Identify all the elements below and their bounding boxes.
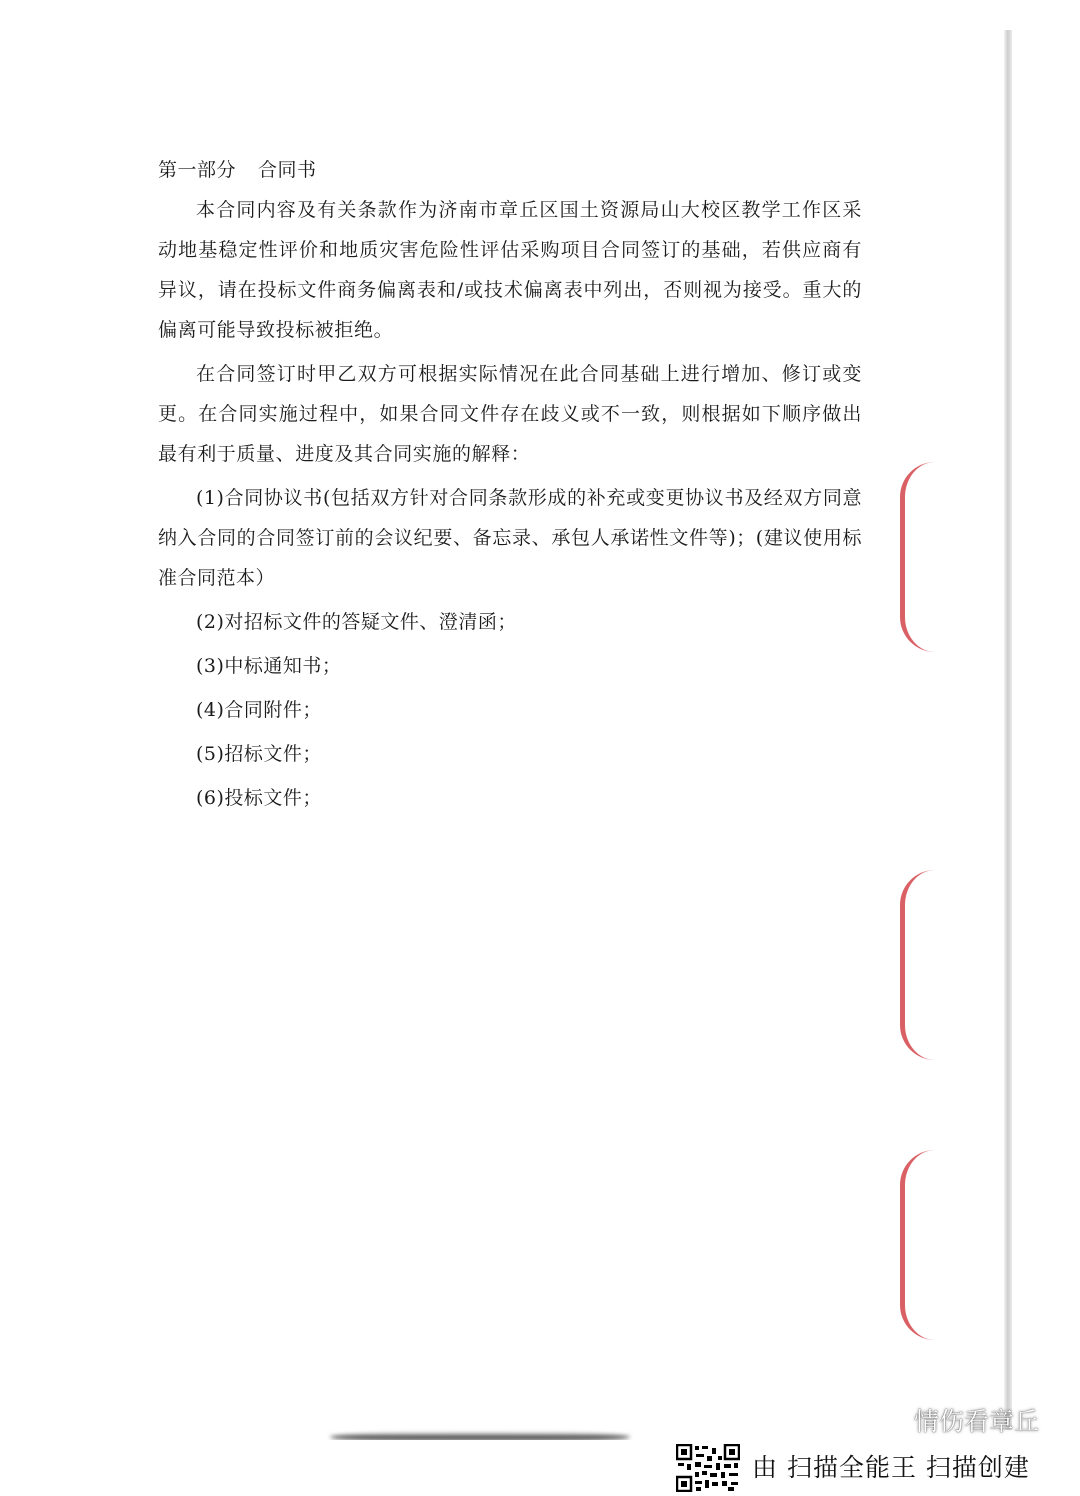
list-item-3: (3)中标通知书； [196, 655, 342, 677]
red-seal-fragment-middle [900, 870, 936, 1060]
wechat-watermark [880, 1402, 1039, 1438]
list-item-5: (5)招标文件； [196, 743, 322, 765]
scanner-watermark-text: 由 扫描全能王 扫描创建 [752, 1453, 1030, 1482]
paragraph-2: 在合同签订时甲乙双方可根据实际情况在此合同基础上进行增加、修订或变更。在合同实施过程中，如果合同文件存在歧义或不一致，则根据如下顺序做出最有利于质量、进度及其合同实施的解释： [158, 363, 862, 465]
section-heading [158, 150, 862, 190]
scanner-footer [0, 1440, 1080, 1496]
paragraph-1: 本合同内容及有关条款作为济南市章丘区国土资源局山大校区教学工作区采动地基稳定性评价和地质灾害危险性评估采购项目合同签订的基础，若供应商有异议，请在投标文件商务偏离表和/或技术偏离表中列出，否则视为接受。重大的偏离可能导致投标被拒绝。 [158, 199, 862, 341]
qr-code-icon [676, 1444, 740, 1492]
section-title: 合同书 [258, 159, 317, 181]
wechat-account-name: 情伤看章丘 [914, 1407, 1040, 1436]
document-body [158, 150, 862, 818]
list-item-2: (2)对招标文件的答疑文件、澄清函； [196, 611, 517, 633]
list-item-6: (6)投标文件； [196, 787, 322, 809]
list-item-1: (1)合同协议书(包括双方针对合同条款形成的补充或变更协议书及经双方同意纳入合同的合同签订前的会议纪要、备忘录、承包人承诺性文件等)；(建议使用标准合同范本） [158, 487, 862, 589]
wechat-icon [880, 1412, 908, 1434]
red-seal-fragment-top [900, 462, 936, 652]
page-edge-shadow [1004, 30, 1012, 1430]
red-seal-fragment-bottom [900, 1150, 936, 1340]
section-part: 第一部分 [158, 159, 237, 181]
list-item-4: (4)合同附件； [196, 699, 322, 721]
